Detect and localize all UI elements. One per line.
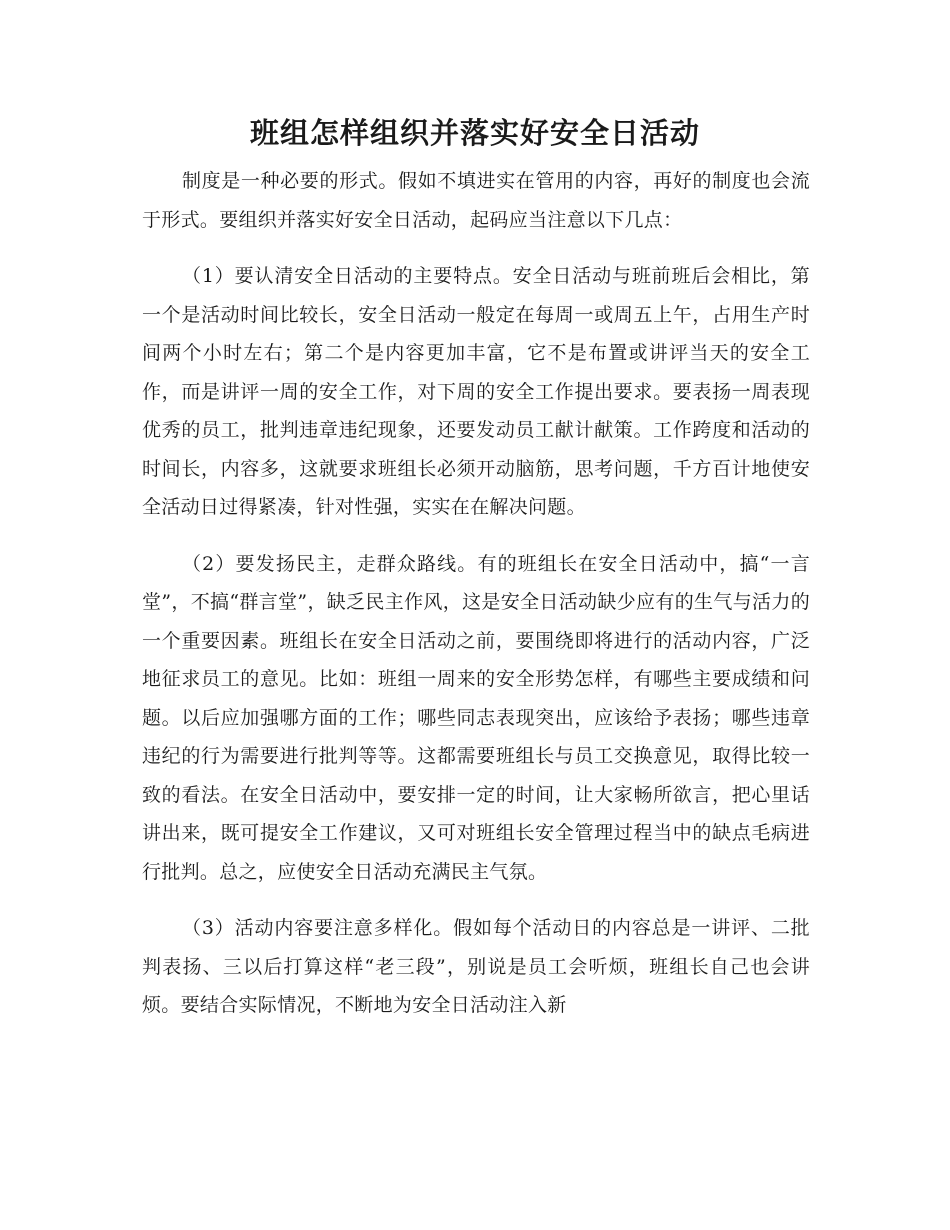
paragraph-point-3: （3）活动内容要注意多样化。假如每个活动日的内容总是一讲评、二批判表扬、三以后打算这样“老三段”，别说是员工会听烦，班组长自己也会讲烦。要结合实际情况，不断地为安全日活动注入新: [142, 917, 810, 1016]
document-title: 班组怎样组织并落实好安全日活动: [249, 116, 700, 150]
paragraph-point-1: （1）要认清安全日活动的主要特点。安全日活动与班前班后会相比，第一个是活动时间比较长，安全日活动一般定在每周一或周五上午，占用生产时间两个小时左右；第二个是内容更加丰富，它不是布置或讲评当天的安全工作，而是讲评一周的安全工作，对下周的安全工作提出要求。要表扬一周表现优秀的员工，批判违章违纪现象，还要发动员工献计献策。工作跨度和活动的时间长，内容多，这就要求班组长必须开动脑筋，思考问题，千方百计地使安全活动日过得紧凑，针对性强，实实在在解决问题。: [142, 265, 810, 518]
paragraph-intro: 制度是一种必要的形式。假如不填进实在管用的内容，再好的制度也会流于形式。要组织并落实好安全日活动，起码应当注意以下几点：: [142, 170, 810, 231]
paragraph-point-2: （2）要发扬民主，走群众路线。有的班组长在安全日活动中，搞“一言堂”，不搞“群言堂”，缺乏民主作风，这是安全日活动缺少应有的生气与活力的一个重要因素。班组长在安全日活动之前，要围绕即将进行的活动内容，广泛地征求员工的意见。比如：班组一周来的安全形势怎样，有哪些主要成绩和问题。以后应加强哪方面的工作；哪些同志表现突出，应该给予表扬；哪些违章违纪的行为需要进行批判等等。这都需要班组长与员工交换意见，取得比较一致的看法。在安全日活动中，要安排一定的时间，让大家畅所欲言，把心里话讲出来，既可提安全工作建议，又可对班组长安全管理过程当中的缺点毛病进行批判。总之，应使安全日活动充满民主气氛。: [142, 552, 810, 883]
document-body: [142, 162, 810, 1043]
